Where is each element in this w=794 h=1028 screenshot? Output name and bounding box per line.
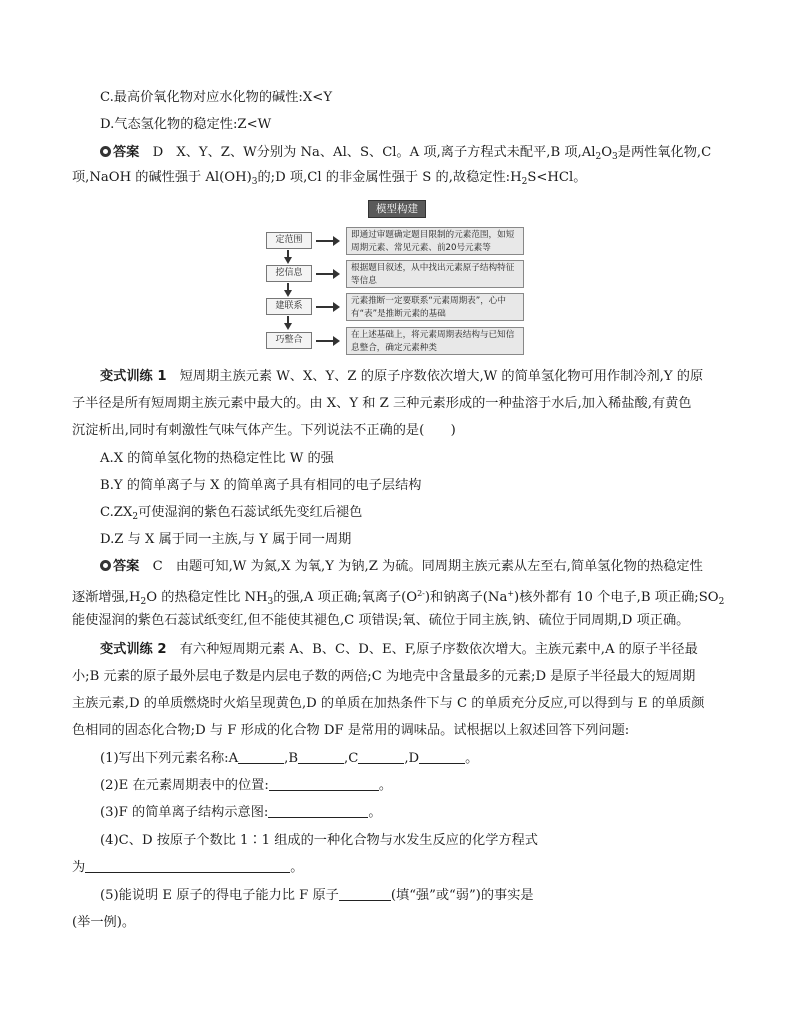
- superscript: +: [507, 589, 515, 598]
- ex1-option-c: [100, 503, 760, 527]
- answer-blank[interactable]: [268, 803, 368, 818]
- arrow-right-icon: [316, 240, 338, 242]
- step-description: 根据题目叙述，从中找出元素原子结构特征等信息: [346, 260, 524, 288]
- answer-text: 逐渐增强,H: [72, 590, 141, 605]
- step-description: 即通过审题确定题目限制的元素范围，如短周期元素、常见元素、前20号元素等: [346, 227, 524, 255]
- ex1-option-d: D.Z 与 X 属于同一主族,与 Y 属于同一周期: [100, 532, 352, 547]
- subscript: 2: [140, 597, 147, 607]
- ex2-q4-2: [72, 858, 732, 878]
- answer-line-1: [100, 143, 760, 167]
- ex1-answer-2: [72, 584, 732, 612]
- option-c: C.最高价氧化物对应水化物的碱性:X<Y: [100, 90, 333, 105]
- arrow-right-icon: [316, 306, 338, 308]
- question-text: ,B: [284, 751, 299, 766]
- step-label: 挖信息: [266, 265, 312, 282]
- answer-text: )核外都有 10 个电子,B 项正确;SO: [514, 590, 719, 605]
- subscript: 3: [612, 152, 618, 162]
- step-description: 在上述基础上，将元素周期表结构与已知信息整合，确定元素种类: [346, 327, 524, 355]
- ex1-answer-1: [100, 557, 760, 577]
- ex2-q5-2: (举一例)。: [72, 915, 136, 930]
- answer-blank[interactable]: [238, 749, 284, 764]
- answer-icon: [100, 146, 111, 157]
- step-label: 巧整合: [266, 332, 312, 349]
- subscript: 2: [132, 512, 139, 522]
- subscript: 3: [251, 177, 258, 187]
- answer-blank[interactable]: [85, 858, 290, 873]
- ex2-q2: [100, 776, 760, 796]
- ex2-q1: [100, 749, 760, 769]
- arrow-down-icon: [284, 323, 292, 330]
- answer-blank[interactable]: [419, 749, 465, 764]
- option-text: C.ZX: [100, 505, 133, 520]
- answer-blank[interactable]: [358, 749, 404, 764]
- ex2-q4-1: (4)C、D 按原子个数比 1∶1 组成的一种化合物与水发生反应的化学方程式: [100, 833, 538, 848]
- answer-text: O: [601, 145, 613, 160]
- answer-label: 答案: [113, 559, 140, 574]
- question-text: (填“强”或“弱”)的事实是: [390, 888, 534, 903]
- question-text: 。: [465, 751, 479, 766]
- arrow-right-icon: [316, 340, 338, 342]
- question-text: 。: [290, 860, 304, 875]
- superscript: 2-: [417, 589, 425, 598]
- stem-text: 有六种短周期元素 A、B、C、D、E、F,原子序数依次增大。主族元素中,A 的原子半径最: [179, 642, 698, 657]
- question-text: (2)E 在元素周期表中的位置:: [100, 778, 269, 793]
- answer-text: 是两性氧化物,C: [617, 145, 712, 160]
- answer-text: C 由题可知,W 为氮,X 为氧,Y 为钠,Z 为硫。同周期主族元素从左至右,简单氢化物的热稳定性: [152, 559, 703, 574]
- answer-icon: [100, 560, 111, 571]
- subscript: 3: [267, 597, 274, 607]
- subscript: 2: [595, 152, 602, 162]
- question-text: 为: [72, 860, 86, 875]
- answer-label: 答案: [113, 145, 140, 160]
- option-text: 可使湿润的紫色石蕊试纸先变红后褪色: [138, 505, 363, 520]
- answer-blank[interactable]: [339, 886, 391, 901]
- answer-blank[interactable]: [298, 749, 344, 764]
- diagram-title: 模型构建: [368, 200, 426, 218]
- answer-text: 项,NaOH 的碱性强于 Al(OH): [72, 170, 252, 185]
- ex1-stem-1: [100, 367, 760, 387]
- step-label: 建联系: [266, 298, 312, 315]
- answer-text: O 的热稳定性比 NH: [146, 590, 268, 605]
- ex1-stem-3: 沉淀析出,同时有刺激性气味气体产生。下列说法不正确的是( ): [72, 423, 456, 438]
- answer-blank[interactable]: [269, 776, 379, 791]
- ex1-answer-3: 能使湿润的紫色石蕊试纸变红,但不能使其褪色,C 项错误;氧、硫位于同主族,钠、硫位于同周期,D 项正确。: [72, 613, 690, 628]
- stem-text: 短周期主族元素 W、X、Y、Z 的原子序数依次增大,W 的简单氢化物可用作制冷剂,Y 的原: [179, 369, 704, 384]
- subscript: 2: [521, 177, 528, 187]
- ex2-label: 变式训练 2: [100, 642, 167, 657]
- ex1-stem-2: 子半径是所有短周期主族元素中最大的。由 X、Y 和 Z 三种元素形成的一种盐溶于水后,加入稀盐酸,有黄色: [72, 396, 692, 411]
- arrow-right-icon: [316, 273, 338, 275]
- question-text: (1)写出下列元素名称:A: [100, 751, 239, 766]
- ex2-q3: [100, 803, 760, 823]
- ex1-option-b: B.Y 的简单离子与 X 的简单离子具有相同的电子层结构: [100, 478, 422, 493]
- arrow-down-icon: [284, 290, 292, 297]
- question-text: ,C: [344, 751, 359, 766]
- answer-line-2: [72, 168, 732, 192]
- ex1-label: 变式训练 1: [100, 369, 167, 384]
- ex2-stem-2: 小;B 元素的原子最外层电子数是内层电子数的两倍;C 为地壳中含量最多的元素;D 是原子半径最大的短周期: [72, 669, 696, 684]
- question-text: 。: [368, 805, 382, 820]
- question-text: 。: [378, 778, 393, 793]
- arrow-down-icon: [284, 257, 292, 264]
- answer-text: D X、Y、Z、W分别为 Na、Al、S、Cl。A 项,离子方程式未配平,B 项,Al: [152, 145, 596, 160]
- question-text: (3)F 的简单离子结构示意图:: [100, 805, 269, 820]
- step-label: 定范围: [266, 232, 312, 249]
- answer-text: 的;D 项,Cl 的非金属性强于 S 的,故稳定性:H: [257, 170, 522, 185]
- ex1-option-a: A.X 的简单氢化物的热稳定性比 W 的强: [100, 451, 334, 466]
- question-text: ,D: [404, 751, 420, 766]
- model-diagram: [262, 200, 528, 358]
- answer-text: )和钠离子(Na: [424, 590, 508, 605]
- ex2-stem-1: [100, 640, 760, 660]
- ex2-stem-4: 色相同的固态化合物;D 与 F 形成的化合物 DF 是常用的调味品。试根据以上叙述回答下列问题:: [72, 723, 630, 738]
- subscript: 2: [718, 597, 725, 607]
- ex2-q5-1: [100, 886, 760, 906]
- answer-text: S<HCl。: [527, 170, 587, 185]
- option-d: D.气态氢化物的稳定性:Z<W: [100, 117, 272, 132]
- question-text: (5)能说明 E 原子的得电子能力比 F 原子: [100, 888, 339, 903]
- step-description: 元素推断一定要联系“元素周期表”，心中有“表”是推断元素的基础: [346, 293, 524, 321]
- answer-text: 的强,A 项正确;氧离子(O: [273, 590, 418, 605]
- ex2-stem-3: 主族元素,D 的单质燃烧时火焰呈现黄色,D 的单质在加热条件下与 C 的单质充分反应,可以得到与 E 的单质颜: [72, 696, 705, 711]
